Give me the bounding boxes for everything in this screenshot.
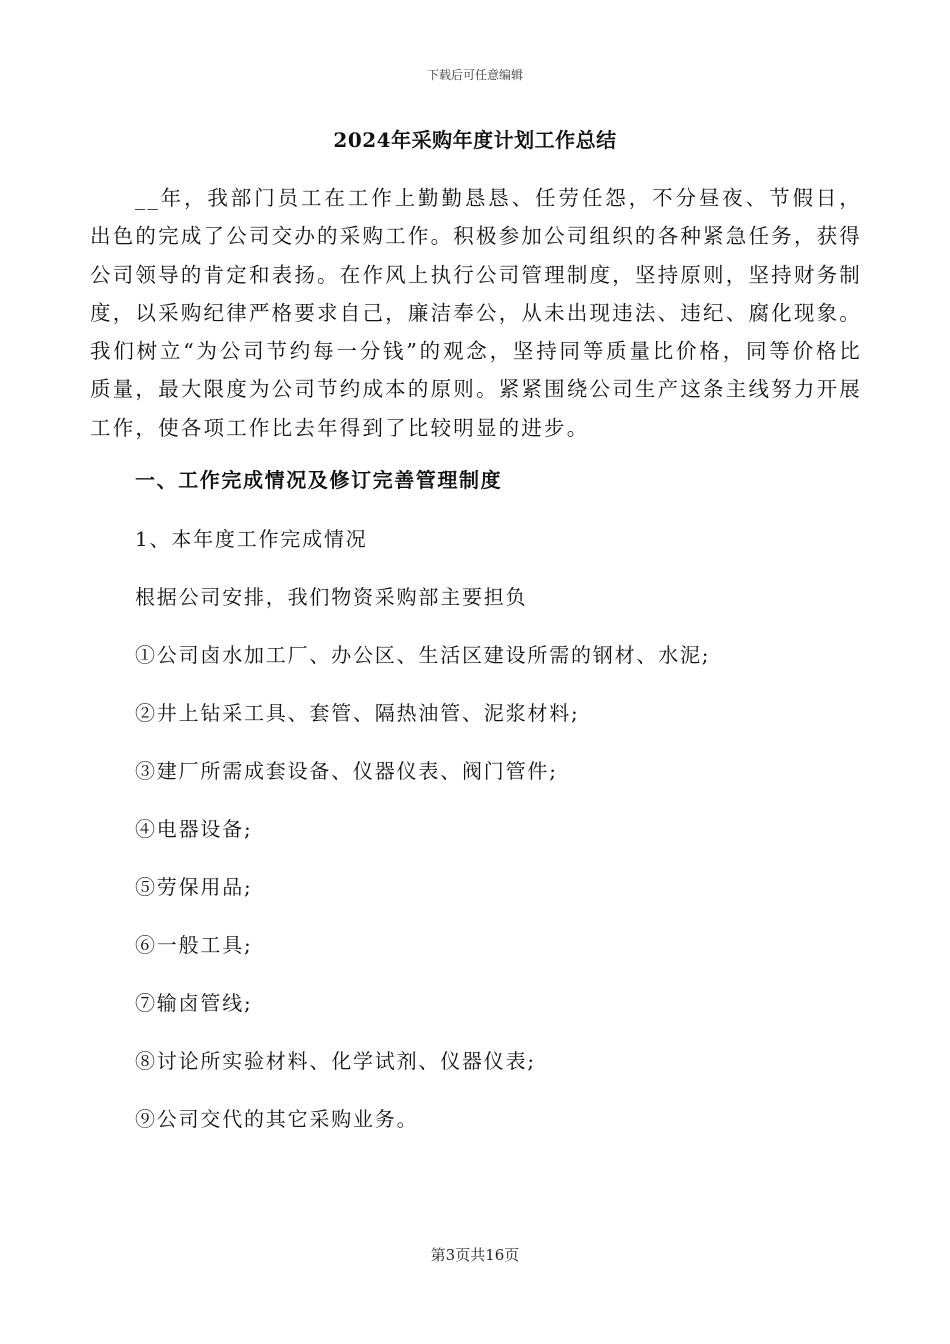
lead-in-text: 根据公司安排，我们物资采购部主要担负 xyxy=(135,585,528,609)
list-item: ④电器设备; xyxy=(135,817,253,841)
list-item: ⑤劳保用品; xyxy=(135,875,253,899)
header-note: 下载后可任意编辑 xyxy=(426,68,523,82)
list-item: ①公司卤水加工厂、办公区、生活区建设所需的钢材、水泥; xyxy=(135,643,711,667)
page-number-footer: 第3页共16页 xyxy=(430,1246,520,1264)
section-heading: 一、工作完成情况及修订完善管理制度 xyxy=(135,468,503,492)
list-item: ⑧讨论所实验材料、化学试剂、仪器仪表; xyxy=(135,1049,536,1073)
list-item: ③建厂所需成套设备、仪器仪表、阀门管件; xyxy=(135,759,558,783)
intro-paragraph: __年，我部门员工在工作上勤勤恳恳、任劳任怨，不分昼夜、节假日，出色的完成了公司交办的采购工作。积极参加公司组织的各种紧急任务，获得公司领导的肯定和表扬。在作风上执行公司管理制度，坚持原则，坚持财务制度，以采购纪律严格要求自己，廉洁奉公，从未出现违法、违纪、腐化现象。我们树立“为公司节约每一分钱”的观念，坚持同等质量比价格，同等价格比质量，最大限度为公司节约成本的原则。紧紧围绕公司生产这条主线努力开展工作，使各项工作比去年得到了比较明显的进步。 xyxy=(90,186,862,440)
list-item: ⑨公司交代的其它采购业务。 xyxy=(135,1107,419,1131)
subsection-title: 1、本年度工作完成情况 xyxy=(135,527,368,551)
list-item: ②井上钻采工具、套管、隔热油管、泥浆材料; xyxy=(135,701,580,725)
list-item: ⑥一般工具; xyxy=(135,933,253,957)
document-title: 2024年采购年度计划工作总结 xyxy=(333,128,617,152)
list-item: ⑦输卤管线; xyxy=(135,991,253,1015)
